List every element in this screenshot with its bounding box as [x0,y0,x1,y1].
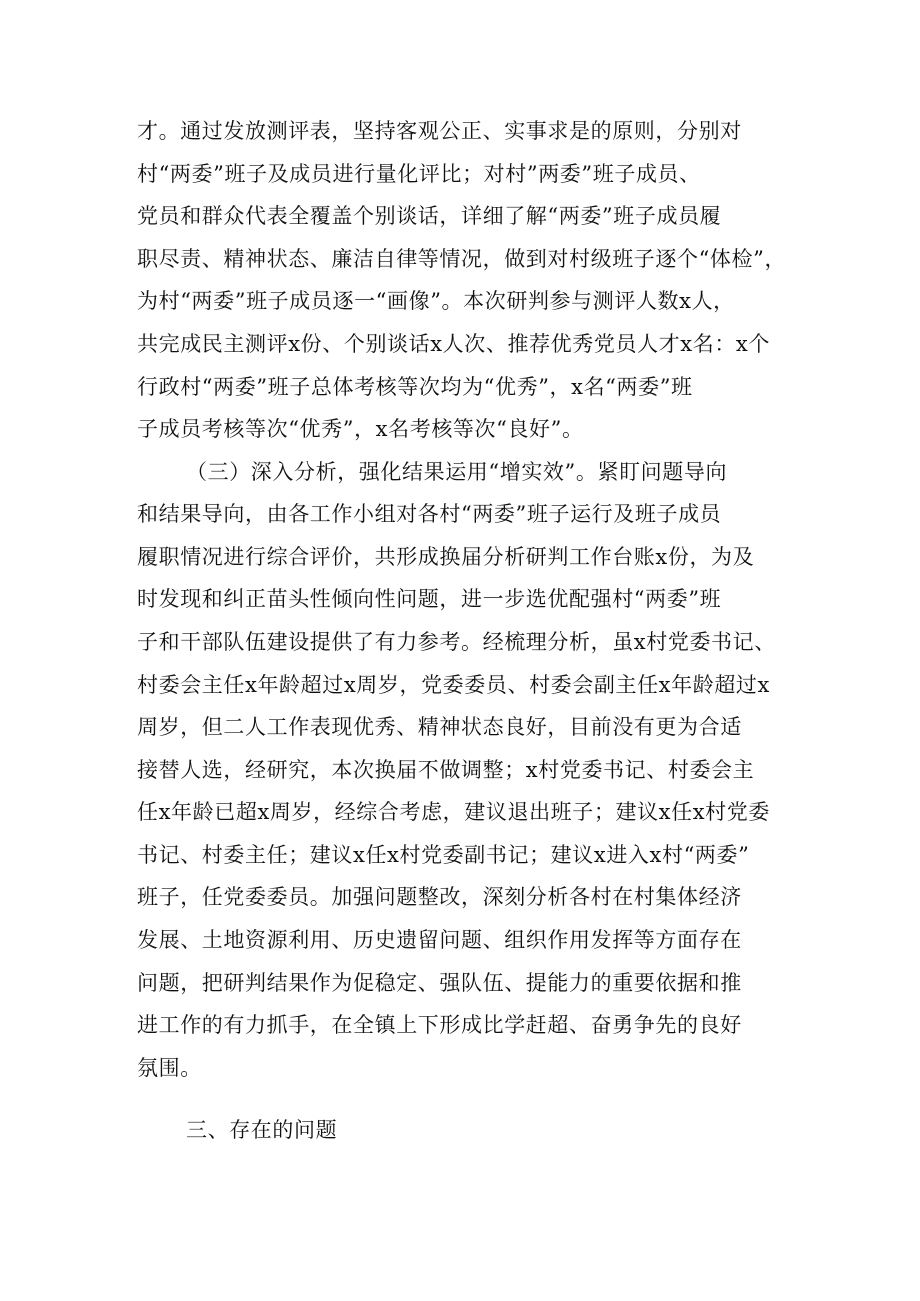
paragraph-line: 和结果导向，由各工作小组对各村“两委”班子运行及班子成员 [137,502,722,526]
paragraph-line: 共完成民主测评x份、个别谈话x人次、推荐优秀党员人才x名：x个 [137,332,770,356]
paragraph-line: 为村“两委”班子成员逐一“画像”。本次研判参与测评人数x人， [137,289,735,313]
paragraph-line: 接替人选，经研究，本次换届不做调整；x村党委书记、村委会主 [137,758,755,782]
paragraph-line: 党员和群众代表全覆盖个别谈话，详细了解“两委”班子成员履 [137,204,722,228]
section-heading: 三、存在的问题 [186,1118,338,1142]
paragraph-line: 子成员考核等次“优秀”，x名考核等次“良好”。 [137,417,584,441]
paragraph-line: 发展、土地资源利用、历史遗留问题、组织作用发挥等方面存在 [137,928,742,952]
paragraph-line: 时发现和纠正苗头性倾向性问题，进一步选优配强村“两委”班 [137,587,722,611]
paragraph-line: 周岁，但二人工作表现优秀、精神状态良好，目前没有更为合适 [137,715,742,739]
paragraph-line: 班子，任党委委员。加强问题整改，深刻分析各村在村集体经济 [137,885,742,909]
paragraph-line: 氛围。 [137,1056,202,1080]
paragraph-line: 书记、村委主任；建议x任x村党委副书记；建议x进入x村“两委” [137,843,750,867]
paragraph-line: 进工作的有力抓手，在全镇上下形成比学赶超、奋勇争先的良好 [137,1013,742,1037]
paragraph-line: 村“两委”班子及成员进行量化评比；对村”两委”班子成员、 [137,162,701,186]
paragraph-line: 履职情况进行综合评价，共形成换届分析研判工作台账x份，为及 [137,545,755,569]
paragraph-line: 问题，把研判结果作为促稳定、强队伍、提能力的重要依据和推 [137,971,742,995]
paragraph-line: 职尽责、精神状态、廉洁自律等情况，做到对村级班子逐个“体检”， [137,247,787,271]
paragraph-line: 行政村“两委”班子总体考核等次均为“优秀”，x名“两委”班 [137,375,693,399]
paragraph-line: 任x年龄已超x周岁，经综合考虑，建议退出班子；建议x任x村党委 [137,800,770,824]
paragraph-line: 村委会主任x年龄超过x周岁，党委委员、村委会副主任x年龄超过x [137,673,770,697]
paragraph-line: 子和干部队伍建设提供了有力参考。经梳理分析，虽x村党委书记、 [137,630,776,654]
paragraph-line: （三）深入分析，强化结果运用“增实效”。紧盯问题导向 [186,460,728,484]
paragraph-line: 才。通过发放测评表，坚持客观公正、实事求是的原则，分别对 [137,119,742,143]
